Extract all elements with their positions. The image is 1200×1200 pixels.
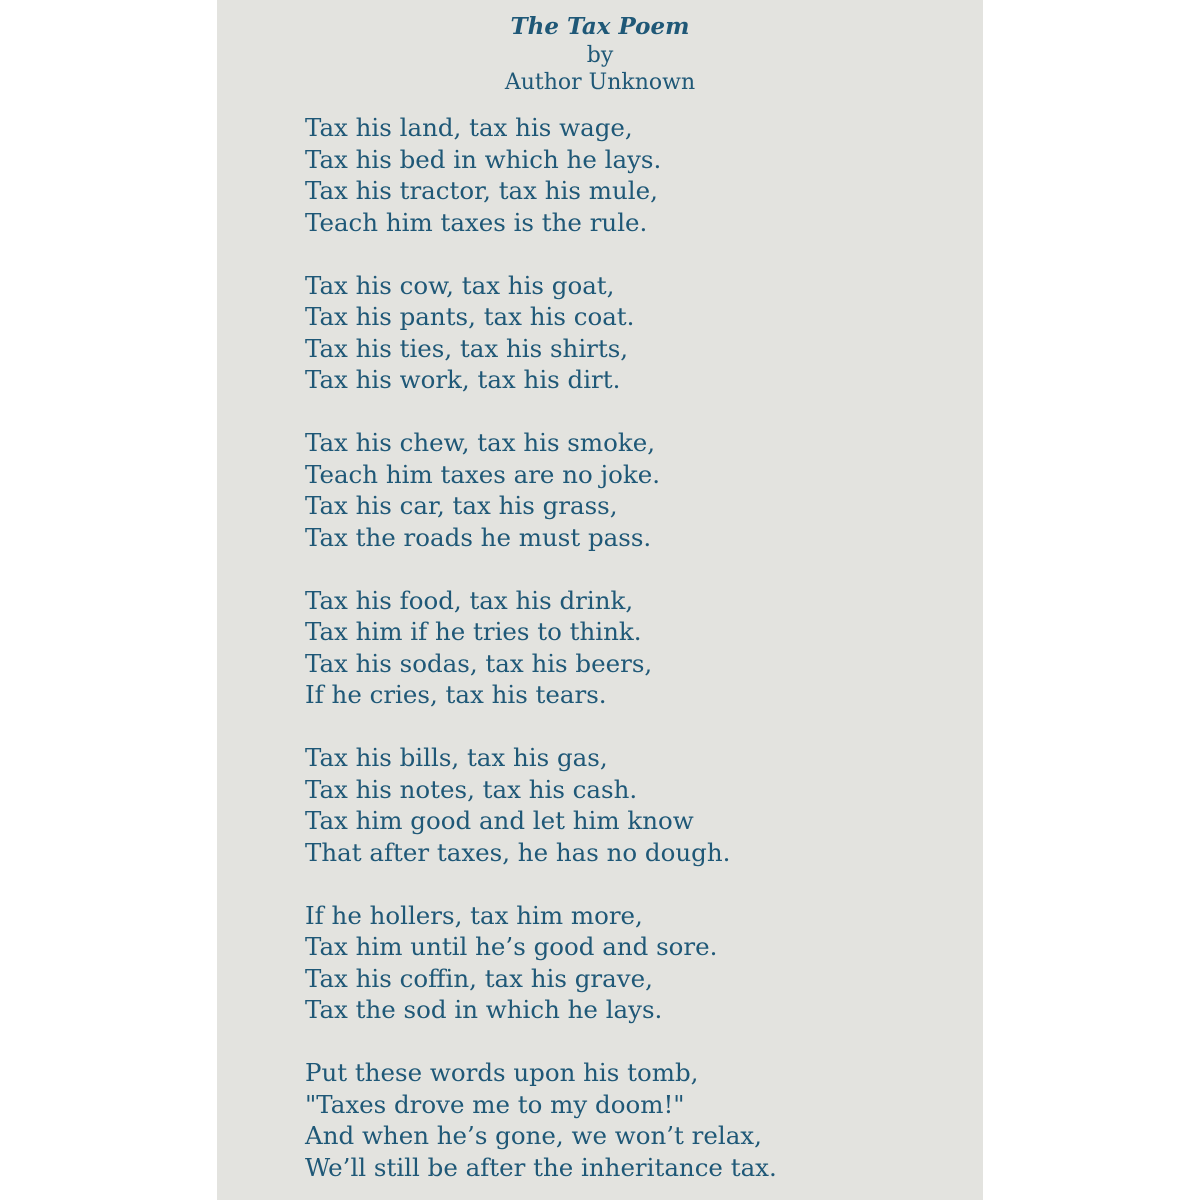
poem-line: We’ll still be after the inheritance tax. xyxy=(305,1152,777,1182)
poem-line: Tax his work, tax his dirt. xyxy=(305,365,621,394)
stanza xyxy=(305,112,975,238)
poem-line: "Taxes drove me to my doom!" xyxy=(305,1089,685,1119)
poem-title: The Tax Poem xyxy=(510,13,690,40)
poem-line: Teach him taxes are no joke. xyxy=(305,459,660,489)
poem-line: Tax his land, tax his wage, xyxy=(305,113,633,142)
poem-line: Tax the roads he must pass. xyxy=(305,522,652,552)
poem-author: Author Unknown xyxy=(504,70,696,95)
stanza xyxy=(305,427,975,553)
poem-line: Tax his cow, tax his goat, xyxy=(305,270,615,300)
poem-byline: by xyxy=(586,43,614,68)
stanza xyxy=(305,270,975,396)
poem-line: Tax him until he’s good and sore. xyxy=(305,932,718,961)
stanza xyxy=(305,742,975,868)
poem-page xyxy=(217,0,983,1200)
stanza xyxy=(305,900,975,1026)
poem-line: Teach him taxes is the rule. xyxy=(305,207,648,237)
poem-line: Tax his chew, tax his smoke, xyxy=(305,428,655,457)
poem-line: Tax his pants, tax his coat. xyxy=(305,302,635,331)
poem-line: Tax his ties, tax his shirts, xyxy=(305,333,629,363)
poem-line: Tax his tractor, tax his mule, xyxy=(305,176,658,205)
poem-header xyxy=(217,12,983,96)
poem-body xyxy=(305,112,975,1200)
poem-line: Tax the sod in which he lays. xyxy=(305,995,663,1024)
poem-line: If he hollers, tax him more, xyxy=(305,900,643,930)
stanza xyxy=(305,585,975,711)
poem-line: Tax his car, tax his grass, xyxy=(305,491,618,520)
poem-line: Tax his notes, tax his cash. xyxy=(305,774,638,804)
poem-line: Tax his sodas, tax his beers, xyxy=(305,648,653,678)
poem-line: Tax his bills, tax his gas, xyxy=(305,743,608,772)
poem-line: Put these words upon his tomb, xyxy=(305,1058,699,1087)
poem-line: That after taxes, he has no dough. xyxy=(305,837,731,867)
poem-line: Tax him good and let him know xyxy=(305,806,694,835)
poem-line: And when he’s gone, we won’t relax, xyxy=(305,1121,762,1150)
poem-line: Tax him if he tries to think. xyxy=(305,617,642,646)
poem-line: If he cries, tax his tears. xyxy=(305,680,607,709)
poem-line: Tax his bed in which he lays. xyxy=(305,144,662,174)
poem-line: Tax his coffin, tax his grave, xyxy=(305,963,653,993)
poem-line: Tax his food, tax his drink, xyxy=(305,585,634,615)
stanza xyxy=(305,1057,975,1183)
